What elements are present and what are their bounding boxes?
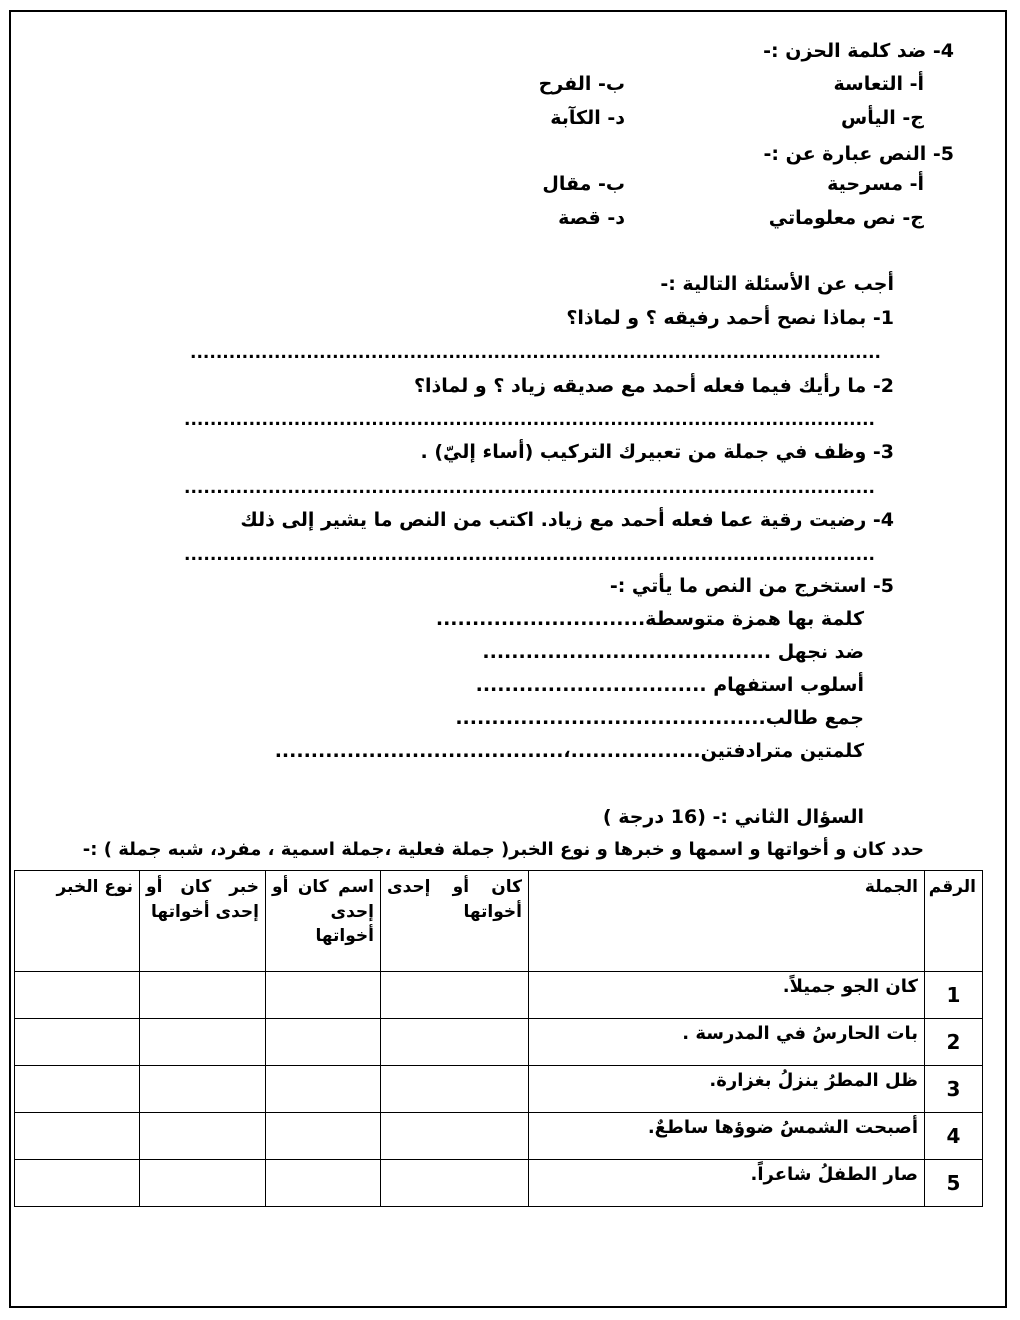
header-kana: كان أو إحدى أخواتها xyxy=(381,871,529,972)
extract-item-5: كلمتين مترادفتين..................،........................................ xyxy=(274,740,864,762)
table-header-row xyxy=(15,871,983,972)
header-kana-subject: اسم كان أو إحدى أخواتها xyxy=(266,871,381,972)
extract-item-4: جمع طالب........................................... xyxy=(455,707,864,729)
row-sentence: بات الحارسُ في المدرسة . xyxy=(529,1019,925,1066)
table-row xyxy=(15,1019,983,1066)
mcq-question-5: 5- النص عبارة عن :- xyxy=(763,143,954,165)
mcq-4-option-a: أ- التعاسة xyxy=(833,73,924,95)
answer-cell-subject[interactable] xyxy=(266,972,381,1019)
answer-section-title: أجب عن الأسئلة التالية :- xyxy=(660,273,894,295)
header-predicate-type: نوع الخبر xyxy=(15,871,140,972)
mcq-4-option-b: ب- الفرح xyxy=(538,73,625,95)
table-row xyxy=(15,972,983,1019)
answer-line-4: ........................................................................................................... xyxy=(184,545,876,565)
extract-title: 5- استخرج من النص ما يأتي :- xyxy=(609,575,894,597)
answer-line-3: ........................................................................................................... xyxy=(184,478,876,498)
question-4: 4- رضيت رقية عما فعله أحمد مع زياد. اكتب من النص ما يشير إلى ذلك xyxy=(240,509,894,531)
mcq-5-option-c: ج- نص معلوماتي xyxy=(768,207,924,229)
header-sentence: الجملة xyxy=(529,871,925,972)
mcq-4-option-d: د- الكآبة xyxy=(550,107,625,129)
row-number: 3 xyxy=(925,1066,983,1113)
row-sentence: ظل المطرُ ينزلُ بغزارة. xyxy=(529,1066,925,1113)
table-row xyxy=(15,1113,983,1160)
answer-cell-kana[interactable] xyxy=(381,1113,529,1160)
kana-table xyxy=(14,870,983,1207)
answer-cell-predicate[interactable] xyxy=(140,1160,266,1207)
answer-cell-predicate[interactable] xyxy=(140,1019,266,1066)
question-1: 1- بماذا نصح أحمد رفيقه ؟ و لماذا؟ xyxy=(566,307,894,329)
row-sentence: أصبحت الشمسُ ضوؤها ساطعٌ. xyxy=(529,1113,925,1160)
row-number: 1 xyxy=(925,972,983,1019)
mcq-5-option-a: أ- مسرحية xyxy=(827,173,924,195)
mcq-5-option-d: د- قصة xyxy=(558,207,625,229)
answer-cell-subject[interactable] xyxy=(266,1113,381,1160)
row-sentence: كان الجو جميلاً. xyxy=(529,972,925,1019)
mcq-4-option-c: ج- اليأس xyxy=(841,107,924,129)
mcq-5-option-b: ب- مقال xyxy=(542,173,625,195)
header-number: الرقم xyxy=(925,871,983,972)
answer-cell-type[interactable] xyxy=(15,1019,140,1066)
answer-cell-type[interactable] xyxy=(15,1160,140,1207)
answer-cell-type[interactable] xyxy=(15,972,140,1019)
question-two-instruction: حدد كان و أخواتها و اسمها و خبرها و نوع الخبر( جملة فعلية ،جملة اسمية ، مفرد، شبه جملة ) :- xyxy=(82,839,924,860)
answer-cell-kana[interactable] xyxy=(381,972,529,1019)
extract-item-2: ضد نجهل ........................................ xyxy=(482,641,864,663)
row-number: 2 xyxy=(925,1019,983,1066)
answer-cell-kana[interactable] xyxy=(381,1066,529,1113)
answer-cell-predicate[interactable] xyxy=(140,972,266,1019)
answer-cell-kana[interactable] xyxy=(381,1019,529,1066)
header-kana-predicate: خبر كان أو إحدى أخواتها xyxy=(140,871,266,972)
answer-cell-predicate[interactable] xyxy=(140,1066,266,1113)
extract-item-3: أسلوب استفهام ................................ xyxy=(475,674,864,696)
answer-cell-type[interactable] xyxy=(15,1113,140,1160)
row-sentence: صار الطفلُ شاعراً. xyxy=(529,1160,925,1207)
row-number: 5 xyxy=(925,1160,983,1207)
row-number: 4 xyxy=(925,1113,983,1160)
answer-cell-type[interactable] xyxy=(15,1066,140,1113)
table-row xyxy=(15,1160,983,1207)
answer-line-2: ........................................................................................................... xyxy=(184,410,876,430)
question-3: 3- وظف في جملة من تعبيرك التركيب (أساء إليّ) . xyxy=(420,441,894,463)
answer-cell-subject[interactable] xyxy=(266,1066,381,1113)
table-row xyxy=(15,1066,983,1113)
answer-cell-subject[interactable] xyxy=(266,1160,381,1207)
mcq-question-4: 4- ضد كلمة الحزن :- xyxy=(763,40,954,62)
answer-cell-kana[interactable] xyxy=(381,1160,529,1207)
question-2: 2- ما رأيك فيما فعله أحمد مع صديقه زياد ؟ و لماذا؟ xyxy=(414,375,894,397)
question-two-title: السؤال الثاني :- (16 درجة ) xyxy=(602,806,864,828)
answer-cell-subject[interactable] xyxy=(266,1019,381,1066)
extract-item-1: كلمة بها همزة متوسطة............................. xyxy=(435,608,864,630)
answer-cell-predicate[interactable] xyxy=(140,1113,266,1160)
answer-line-1: ........................................................................................................... xyxy=(190,343,882,363)
